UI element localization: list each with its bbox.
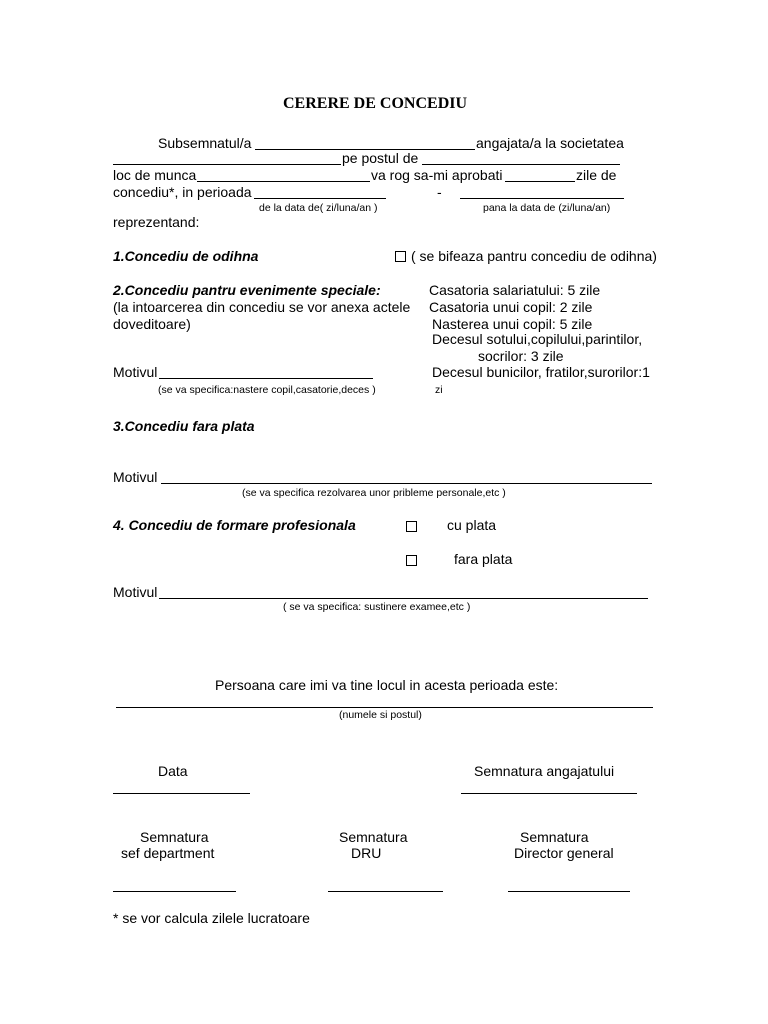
section2-heading: 2.Concediu pantru evenimente speciale: [113,282,381,298]
director-signature-label-line1: Semnatura [520,829,589,845]
odihna-checkbox-label: ( se bifeaza pantru concediu de odihna) [411,248,657,264]
section2-motivul-hint: (se va specifica:nastere copil,casatorie,deces ) [158,384,376,396]
angajata-label: angajata/a la societatea [476,135,624,151]
section4-motivul-field[interactable] [159,598,648,599]
subsemnatul-label: Subsemnatul/a [158,135,252,151]
company-field[interactable] [113,164,341,165]
fara-plata-checkbox[interactable] [406,555,417,566]
dru-signature-label-line2: DRU [351,845,382,861]
event-item: Casatoria salariatului: 5 zile [429,282,601,298]
odihna-checkbox[interactable] [395,251,406,262]
section1-heading: 1.Concediu de odihna [113,248,259,264]
section2-motivul-label: Motivul [113,364,158,380]
section4-heading: 4. Concediu de formare profesionala [113,517,356,533]
section2-note-line2: doveditoare) [113,316,191,332]
data-label: Data [158,763,188,779]
employee-signature-field[interactable] [461,793,637,794]
end-date-field[interactable] [460,198,624,199]
section3-motivul-hint: (se va specifica rezolvarea unor pribleme personale,etc ) [242,487,506,499]
loc-de-munca-label: loc de munca [113,167,197,183]
replacement-hint: (numele si postul) [339,709,422,721]
event-item: Casatoria unui copil: 2 zile [429,299,593,315]
date-separator: - [437,184,442,200]
date-signature-field[interactable] [113,793,250,794]
start-date-hint: de la data de( zi/luna/an ) [259,202,378,214]
footnote: * se vor calcula zilele lucratoare [113,910,310,926]
end-date-hint: pana la data de (zi/luna/an) [483,202,611,214]
section2-note-line1: (la intoarcerea din concediu se vor anexa actele [113,299,411,315]
event-item: Decesul bunicilor, fratilor,surorilor:1 [432,364,650,380]
section4-motivul-label: Motivul [113,584,158,600]
dru-signature-label-line1: Semnatura [339,829,408,845]
section3-motivul-label: Motivul [113,469,158,485]
pe-postul-label: pe postul de [342,150,419,166]
va-rog-label: va rog sa-mi aprobati [371,167,503,183]
fara-plata-label: fara plata [454,551,513,567]
zile-de-label: zile de [576,167,617,183]
event-item: Decesul sotului,copilului,parintilor, [432,331,643,347]
event-item: Nasterea unui copil: 5 zile [432,316,593,332]
event-item: zi [435,384,443,396]
director-signature-field[interactable] [508,891,630,892]
replacement-label: Persoana care imi va tine locul in acesta perioada este: [215,677,559,693]
sef-signature-label-line1: Semnatura [140,829,209,845]
section2-motivul-field[interactable] [159,378,373,379]
cu-plata-checkbox[interactable] [406,521,417,532]
employee-signature-label: Semnatura angajatului [474,763,615,779]
reprezentand-label: reprezentand: [113,214,200,230]
section4-motivul-hint: ( se va specifica: sustinere examee,etc ) [283,601,471,613]
concediu-perioada-label: concediu*, in perioada [113,184,252,200]
section3-motivul-field[interactable] [161,483,652,484]
page-title: CERERE DE CONCEDIU [283,95,468,112]
workplace-field[interactable] [197,181,370,182]
replacement-field[interactable] [116,707,653,708]
sef-signature-label-line2: sef department [121,845,215,861]
director-signature-label-line2: Director general [514,845,614,861]
dru-signature-field[interactable] [328,891,443,892]
days-count-field[interactable] [505,181,575,182]
event-item: socrilor: 3 zile [478,348,564,364]
sef-signature-field[interactable] [113,891,236,892]
cu-plata-label: cu plata [447,517,497,533]
position-field[interactable] [422,164,620,165]
section3-heading: 3.Concediu fara plata [113,418,255,434]
start-date-field[interactable] [254,198,386,199]
